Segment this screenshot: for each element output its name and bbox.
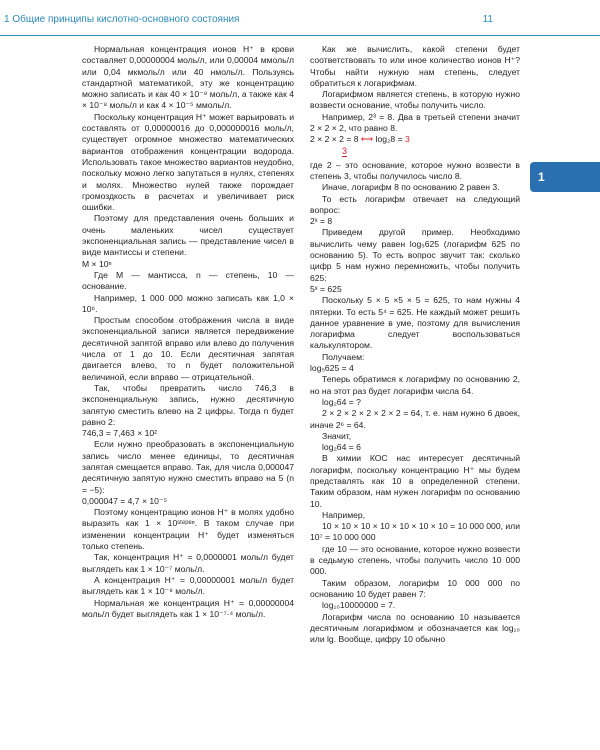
paragraph: Например, 2³ = 8. Два в третьей степени значит 2 × 2 × 2, что равно 8. [310,111,520,134]
double-arrow-icon: ⟷ [360,134,374,145]
exponent-annotation-label: 3 [342,145,348,156]
equation-product: 2 × 2 × 2 = 8 [310,134,359,145]
chapter-title: 1 Общие принципы кислотно-основного состояния [4,14,240,25]
formula: 0,000047 = 4,7 × 10⁻⁵ [82,495,168,506]
header-divider [0,35,600,36]
paragraph: В химии КОС нас интересует десятичный логарифм, поскольку концентрацию H⁺ мы будем представлять как 10 в определенной степени. Таким образом, нам нужен логарифм по основанию 10. [310,453,520,509]
paragraph: Таким образом, логарифм 10 000 000 по основанию 10 будет равен 7: [310,577,520,599]
page-number: 11 [482,14,493,25]
paragraph: Так, концентрация H⁺ = 0,0000001 моль/л будет выглядеть как 1 × 10⁻⁷ моль/л. [82,552,294,574]
paragraph: 2 × 2 × 2 × 2 × 2 × 2 = 64, т. е. нам нужно 6 двоек, иначе 2⁶ = 64. [310,408,520,430]
formula: 2ˣ = 8 [310,216,333,227]
formula: 5ˣ = 625 [310,283,342,294]
paragraph: Приведем другой пример. Необходимо вычислить чему равен log₅625 (логарифм 625 по основанию 5). То есть вопрос звучит так: сколько цифр 5 нам нужно перемножить, чтобы получить 625: [310,227,520,283]
formula: log₂64 = 6 [322,442,361,453]
paragraph: Например, 1 000 000 можно записать как 1,0 × 10⁶. [82,292,294,314]
paragraph: Теперь обратимся к логарифму по основанию 2, но на этот раз будет логарифм числа 64. [310,374,520,396]
paragraph: То есть логарифм отвечает на следующий вопрос: [310,193,520,215]
left-column [82,44,294,620]
paragraph: Как же вычислить, какой степени будет соответствовать то или иное количество ионов H⁺? Чтобы найти нужную нам степень, следует обратиться к логарифмам. [310,44,520,88]
paragraph: Иначе, логарифм 8 по основанию 2 равен 3. [322,182,500,193]
paragraph: Логарифмом является степень, в которую нужно возвести основание, чтобы получить число. [310,89,520,111]
paragraph: где 10 — это основание, которое нужно возвести в седьмую степень, чтобы получить число 10 000 000. [310,543,520,577]
paragraph: Нормальная же концентрация H⁺ = 0,00000004 моль/л будет выглядеть как 1 × 10⁻⁷·⁴ моль/л. [82,597,294,619]
paragraph: Нормальная концентрация ионов H⁺ в крови составляет 0,00000004 моль/л, или 0,00004 ммоль/л или 0,04 мкмоль/л или 40 нмоль/л. Пользуясь стандартной математикой, эту же концентрацию можно записать и как 40 × 10⁻⁹ моль/л, а также как 4 × 10⁻⁸ моль/л и как 4 × 10⁻⁵ ммоль/л. [82,44,294,111]
right-column [310,44,520,645]
paragraph: Если нужно преобразовать в экспоненциальную запись число менее единицы, то десятичная запятая смещается вправо. Так, для числа 0,000047 десятичную запятую нужно сместить вправо на 5 (n = −5): [82,439,294,495]
equation-log: log₂8 = [375,134,405,145]
paragraph: Где M — мантисса, n — степень, 10 — основание. [82,269,294,292]
formula: 10 × 10 × 10 × 10 × 10 × 10 × 10 = 10 000 000, или 10⁷ = 10 000 000 [310,521,520,543]
paragraph: Получаем: [322,351,365,362]
paragraph: Поэтому для представления очень больших и очень маленьких чисел существует экспоненциальная запись — представление чисел в виде мантиссы и степени. [82,213,294,258]
formula: log₅625 = 4 [310,363,354,374]
paragraph: А концентрация H⁺ = 0,00000001 моль/л будет выглядеть как 1 × 10⁻⁸ моль/л. [82,574,294,597]
paragraph: Логарифм числа по основанию 10 называется десятичным логарифмом и обозначается как log₁₀ или lg. Вообще, цифру 10 обычно [310,611,520,645]
exponent-annotation [310,146,520,160]
running-header [0,0,600,36]
paragraph: Например, [322,509,366,520]
paragraph: Значит, [322,430,352,441]
equation-log-value: 3 [405,134,410,145]
formula: M × 10ⁿ [82,258,112,269]
paragraph: где 2 – это основание, которое нужно возвести в степень 3, чтобы получилось число 8. [310,159,520,181]
paragraph: Простым способом отображения числа в виде экспоненциальной записи является передвижение десятичной запятой вправо или влево до получения числа от 1 до 10. Если десятичная запятая двигается влево, то n будет положительной величиной, если вправо — отрицательной. [82,315,294,382]
log-equation [310,134,520,145]
formula: log₂64 = ? [322,396,361,407]
formula: 746,3 = 7,463 × 10² [82,428,158,439]
formula: log₁₀10000000 = 7. [322,600,396,611]
paragraph: Поэтому концентрацию ионов H⁺ в молях удобно выразить как 1 × 10ˢᵗᵉᵖᵉⁿ. В таком случае при изменении концентрации H⁺ будет изменяться только степень. [82,507,294,552]
chapter-side-tab: 1 [530,162,600,192]
paragraph: Так, чтобы превратить число 746,3 в экспоненциальную запись, нужно десятичную запятую сместить влево на 2 цифры. Тогда n будет равно 2: [82,382,294,427]
paragraph: Поскольку 5 × 5 ×5 × 5 = 625, то нам нужны 4 пятерки. То есть 5⁴ = 625. Не каждый может решить данное уравнение в уме, поэтому для вычисления логарифма следует воспользоваться калькулятором. [310,295,520,351]
paragraph: Поскольку концентрация H⁺ может варьировать и составлять от 0,00000016 до 0,000000016 моль/л, существует огромное множество математических вариантов отображения концентрации водорода. Использовать такое множество вариантов неудобно, поскольку можно легко запутаться в нулях, степенях и молях. Множество нулей также порождает громоздкость в расчетах и увеличивает риск ошибки. [82,111,294,213]
